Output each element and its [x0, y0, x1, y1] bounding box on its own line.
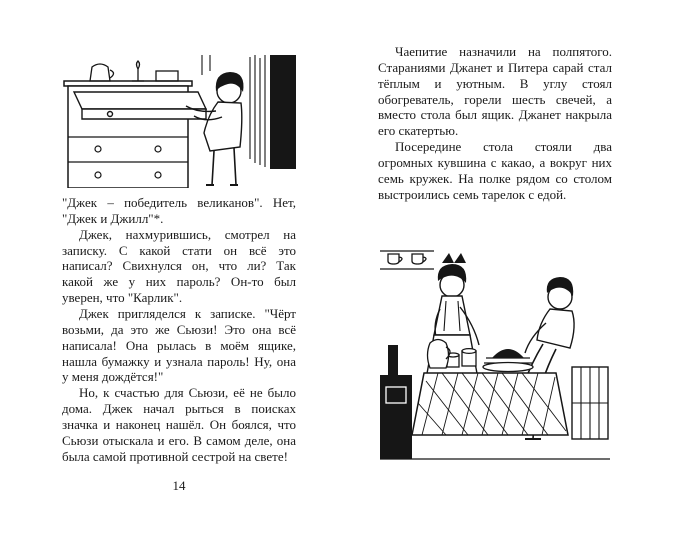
candlestick: [132, 61, 144, 81]
paragraph: Джек, нахмурившись, смотрел на записку. С какой стати он всё это написал? Свихнулся он, что ли? Так какой же у них пароль? Он-то был уверен, что "Карлик".: [62, 226, 296, 306]
boy-at-dresser-illustration: [62, 55, 296, 188]
wall-shelf: [380, 251, 434, 269]
tea-table: [412, 373, 568, 435]
paragraph: "Джек – победитель великанов". Нет, "Джек и Джилл"*.: [62, 195, 296, 226]
boy-figure: [186, 72, 243, 185]
dark-doorway: [270, 55, 296, 169]
paragraph: Но, к счастью для Сьюзи, её не было дома. Джек начал рыться в поисках значка и наконец нашёл. Он боялся, что Сьюзи отыскала и его. В самом деле, она была самой противной сестрой на свете!: [62, 385, 296, 464]
cocoa-jug: [428, 339, 451, 368]
jug-on-dresser: [90, 64, 114, 81]
left-page-text: [62, 195, 296, 465]
right-page-text: [378, 44, 612, 203]
crate-seat: [572, 367, 608, 439]
children-at-table-illustration: [378, 227, 612, 472]
box-on-dresser: [156, 71, 178, 81]
paragraph: Посередине стола стояли два огромных кувшина с какао, а вокруг них семь кружек. На полке рядом со столом выстроились семь тарелок с едой.: [378, 139, 612, 202]
open-drawer: [74, 92, 206, 119]
page-number: 14: [172, 478, 186, 493]
stove: [380, 345, 412, 459]
right-illustration-graphic: [378, 227, 612, 472]
left-illustration-graphic: [62, 55, 296, 188]
left-page: [62, 55, 296, 465]
paragraph: Чаепитие назначили на полпятого. Стараниями Джанет и Питера сарай стал тёплым и уютным. В углу стоял обогреватель, горели шесть свечей, а вместо стола был ящик. Джанет накрыла его скатертью.: [378, 44, 612, 139]
right-page: [378, 44, 612, 472]
paragraph: Джек пригляделся к записке. "Чёрт возьми, да это же Сьюзи! Это она всё написала! Она рылась в моём ящике, нашла бумажку и узнала пароль! Ну, она у меня дождётся!": [62, 306, 296, 385]
